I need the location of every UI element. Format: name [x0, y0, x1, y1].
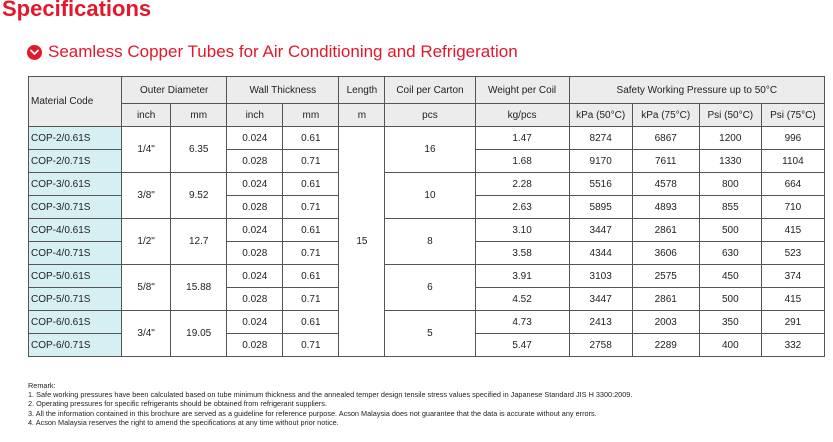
od-mm-cell: 6.35: [171, 127, 227, 173]
material-code-cell: COP-5/0.71S: [29, 288, 122, 311]
kpa50-cell: 3103: [569, 265, 632, 288]
wt-inch-cell: 0.028: [227, 150, 283, 173]
material-code-cell: COP-6/0.71S: [29, 334, 122, 357]
psi75-cell: 996: [761, 127, 824, 150]
material-code-cell: COP-5/0.61S: [29, 265, 122, 288]
table-row: [29, 311, 825, 334]
unit-kpa-50: kPa (50°C): [569, 104, 632, 127]
od-mm-cell: 12.7: [171, 219, 227, 265]
psi75-cell: 332: [761, 334, 824, 357]
section-subtitle: Seamless Copper Tubes for Air Conditioning and Refrigeration: [48, 42, 518, 61]
kpa50-cell: 5895: [569, 196, 632, 219]
table-row: [29, 127, 825, 150]
material-code-cell: COP-3/0.71S: [29, 196, 122, 219]
od-mm-cell: 15.88: [171, 265, 227, 311]
wt-inch-cell: 0.028: [227, 334, 283, 357]
remark-line: 1. Safe working pressures have been calculated based on tube minimum thickness and the annealed temper design tensile stress values specified in Japanese Standard JIS H 3300:2009.: [28, 390, 633, 400]
psi75-cell: 415: [761, 288, 824, 311]
material-code-cell: COP-6/0.61S: [29, 311, 122, 334]
kpa75-cell: 2575: [632, 265, 699, 288]
psi50-cell: 350: [699, 311, 761, 334]
material-code-cell: COP-2/0.61S: [29, 127, 122, 150]
weight-cell: 3.58: [475, 242, 569, 265]
weight-cell: 1.47: [475, 127, 569, 150]
remark-line: 2. Operating pressures for specific refrigerants should be obtained from refrigerant suppliers.: [28, 399, 327, 409]
remarks-heading: Remark:: [28, 381, 56, 390]
coil-cell: 6: [385, 265, 475, 311]
header-coil-per-carton: Coil per Carton: [385, 77, 475, 104]
wt-mm-cell: 0.71: [283, 288, 339, 311]
psi50-cell: 450: [699, 265, 761, 288]
psi75-cell: 523: [761, 242, 824, 265]
unit-weight: kg/pcs: [475, 104, 569, 127]
material-code-cell: COP-4/0.61S: [29, 219, 122, 242]
weight-cell: 2.63: [475, 196, 569, 219]
kpa50-cell: 3447: [569, 219, 632, 242]
wt-inch-cell: 0.024: [227, 265, 283, 288]
kpa50-cell: 8274: [569, 127, 632, 150]
page-title: Specifications: [2, 0, 152, 21]
spec-table: [28, 76, 825, 357]
material-code-cell: COP-2/0.71S: [29, 150, 122, 173]
header-wall-thickness: Wall Thickness: [227, 77, 339, 104]
unit-length: m: [339, 104, 385, 127]
wt-mm-cell: 0.61: [283, 127, 339, 150]
coil-cell: 5: [385, 311, 475, 357]
coil-cell: 16: [385, 127, 475, 173]
wt-mm-cell: 0.61: [283, 219, 339, 242]
wt-inch-cell: 0.024: [227, 173, 283, 196]
weight-cell: 4.73: [475, 311, 569, 334]
section-heading: [27, 42, 518, 62]
wt-inch-cell: 0.024: [227, 127, 283, 150]
psi75-cell: 664: [761, 173, 824, 196]
kpa75-cell: 4578: [632, 173, 699, 196]
unit-psi-75: Psi (75°C): [761, 104, 824, 127]
psi75-cell: 710: [761, 196, 824, 219]
header-safety-pressure: Safety Working Pressure up to 50°C: [569, 77, 824, 104]
wt-mm-cell: 0.61: [283, 311, 339, 334]
od-inch-cell: 5/8": [122, 265, 171, 311]
material-code-cell: COP-4/0.71S: [29, 242, 122, 265]
header-weight-per-coil: Weight per Coil: [475, 77, 569, 104]
unit-od-mm: mm: [171, 104, 227, 127]
weight-cell: 5.47: [475, 334, 569, 357]
wt-mm-cell: 0.61: [283, 173, 339, 196]
remark-line: 3. All the information contained in this brochure are served as a guideline for reference purpose. Acson Malaysia does not guarantee that the data is accurate without any errors.: [28, 408, 597, 418]
psi50-cell: 500: [699, 219, 761, 242]
unit-psi-50: Psi (50°C): [699, 104, 761, 127]
od-inch-cell: 3/4": [122, 311, 171, 357]
unit-coil: pcs: [385, 104, 475, 127]
kpa50-cell: 2758: [569, 334, 632, 357]
psi75-cell: 415: [761, 219, 824, 242]
header-length: Length: [339, 77, 385, 104]
unit-kpa-75: kPa (75°C): [632, 104, 699, 127]
kpa50-cell: 5516: [569, 173, 632, 196]
wt-mm-cell: 0.71: [283, 196, 339, 219]
kpa75-cell: 2861: [632, 219, 699, 242]
unit-wt-inch: inch: [227, 104, 283, 127]
psi75-cell: 291: [761, 311, 824, 334]
kpa75-cell: 2861: [632, 288, 699, 311]
wt-inch-cell: 0.024: [227, 219, 283, 242]
material-code-cell: COP-3/0.61S: [29, 173, 122, 196]
wt-mm-cell: 0.61: [283, 265, 339, 288]
table-row: [29, 173, 825, 196]
od-inch-cell: 3/8": [122, 173, 171, 219]
kpa75-cell: 2289: [632, 334, 699, 357]
remark-line: 4. Acson Malaysia reserves the right to amend the specifications at any time without prior notice.: [28, 417, 339, 427]
kpa75-cell: 3606: [632, 242, 699, 265]
weight-cell: 4.52: [475, 288, 569, 311]
wt-inch-cell: 0.028: [227, 288, 283, 311]
unit-od-inch: inch: [122, 104, 171, 127]
weight-cell: 1.68: [475, 150, 569, 173]
kpa75-cell: 7611: [632, 150, 699, 173]
weight-cell: 3.10: [475, 219, 569, 242]
psi50-cell: 630: [699, 242, 761, 265]
psi75-cell: 1104: [761, 150, 824, 173]
header-outer-diameter: Outer Diameter: [122, 77, 227, 104]
unit-wt-mm: mm: [283, 104, 339, 127]
remarks: [28, 381, 828, 427]
table-row: [29, 219, 825, 242]
wt-inch-cell: 0.028: [227, 242, 283, 265]
od-mm-cell: 9.52: [171, 173, 227, 219]
kpa50-cell: 3447: [569, 288, 632, 311]
length-cell: 15: [339, 127, 385, 357]
wt-mm-cell: 0.71: [283, 334, 339, 357]
od-mm-cell: 19.05: [171, 311, 227, 357]
header-material-code: Material Code: [29, 77, 122, 127]
kpa75-cell: 4893: [632, 196, 699, 219]
od-inch-cell: 1/2": [122, 219, 171, 265]
od-inch-cell: 1/4": [122, 127, 171, 173]
wt-mm-cell: 0.71: [283, 150, 339, 173]
kpa50-cell: 4344: [569, 242, 632, 265]
psi50-cell: 800: [699, 173, 761, 196]
wt-mm-cell: 0.71: [283, 242, 339, 265]
wt-inch-cell: 0.028: [227, 196, 283, 219]
kpa50-cell: 9170: [569, 150, 632, 173]
wt-inch-cell: 0.024: [227, 311, 283, 334]
psi50-cell: 855: [699, 196, 761, 219]
psi50-cell: 400: [699, 334, 761, 357]
psi50-cell: 1200: [699, 127, 761, 150]
weight-cell: 2.28: [475, 173, 569, 196]
weight-cell: 3.91: [475, 265, 569, 288]
coil-cell: 8: [385, 219, 475, 265]
coil-cell: 10: [385, 173, 475, 219]
chevron-down-circle-icon: [27, 45, 42, 60]
psi50-cell: 1330: [699, 150, 761, 173]
psi75-cell: 374: [761, 265, 824, 288]
kpa75-cell: 2003: [632, 311, 699, 334]
kpa50-cell: 2413: [569, 311, 632, 334]
psi50-cell: 500: [699, 288, 761, 311]
kpa75-cell: 6867: [632, 127, 699, 150]
table-row: [29, 265, 825, 288]
